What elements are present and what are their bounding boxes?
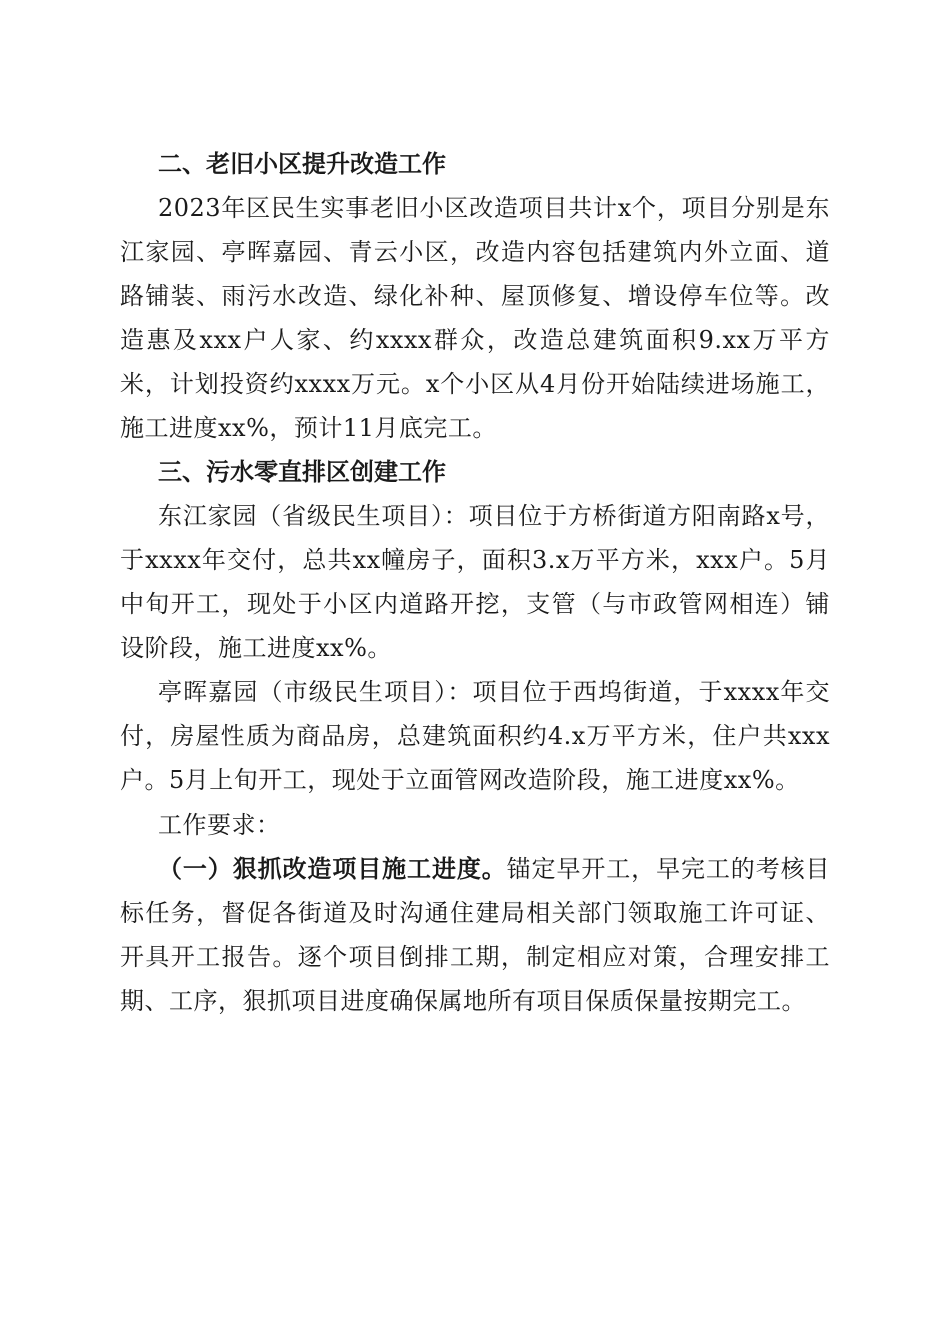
paragraph-dongjiang-project: 东江家园（省级民生项目）：项目位于方桥街道方阳南路x号，于xxxx年交付，总共xx幢房子，面积3.x万平方米，xxx户。5月中旬开工，现处于小区内道路开挖，支管（与市政管网相连）铺设阶段，施工进度xx%。 (120, 502, 830, 662)
paragraph-renovation-overview: 2023年区民生实事老旧小区改造项目共计x个，项目分别是东江家园、亭晖嘉园、青云小区，改造内容包括建筑内外立面、道路铺装、雨污水改造、绿化补种、屋顶修复、增设停车位等。改造惠及xxx户人家、约xxxx群众，改造总建筑面积9.xx万平方米，计划投资约xxxx万元。x个小区从4月份开始陆续进场施工，施工进度xx%，预计11月底完工。 (120, 194, 830, 442)
requirement-item-1 (120, 847, 830, 1023)
paragraph-tinghui-project: 亭晖嘉园（市级民生项目）：项目位于西坞街道，于xxxx年交付，房屋性质为商品房，总建筑面积约4.x万平方米，住户共xxx户。5月上旬开工，现处于立面管网改造阶段，施工进度xx%。 (120, 678, 830, 794)
requirement-item-1-title: （一）狠抓改造项目施工进度。 (158, 855, 507, 883)
requirement-item-1-body: 锚定早开工，早完工的考核目标任务，督促各街道及时沟通住建局相关部门领取施工许可证、开具开工报告。逐个项目倒排工期，制定相应对策，合理安排工期、工序，狠抓项目进度确保属地所有项目保质保量按期完工。 (120, 855, 831, 1015)
work-requirements-label: 工作要求： (158, 811, 281, 839)
section-heading-old-community-renovation: 二、老旧小区提升改造工作 (158, 150, 446, 178)
section-heading-zero-sewage-discharge: 三、污水零直排区创建工作 (158, 458, 446, 486)
document-body (120, 142, 830, 1023)
